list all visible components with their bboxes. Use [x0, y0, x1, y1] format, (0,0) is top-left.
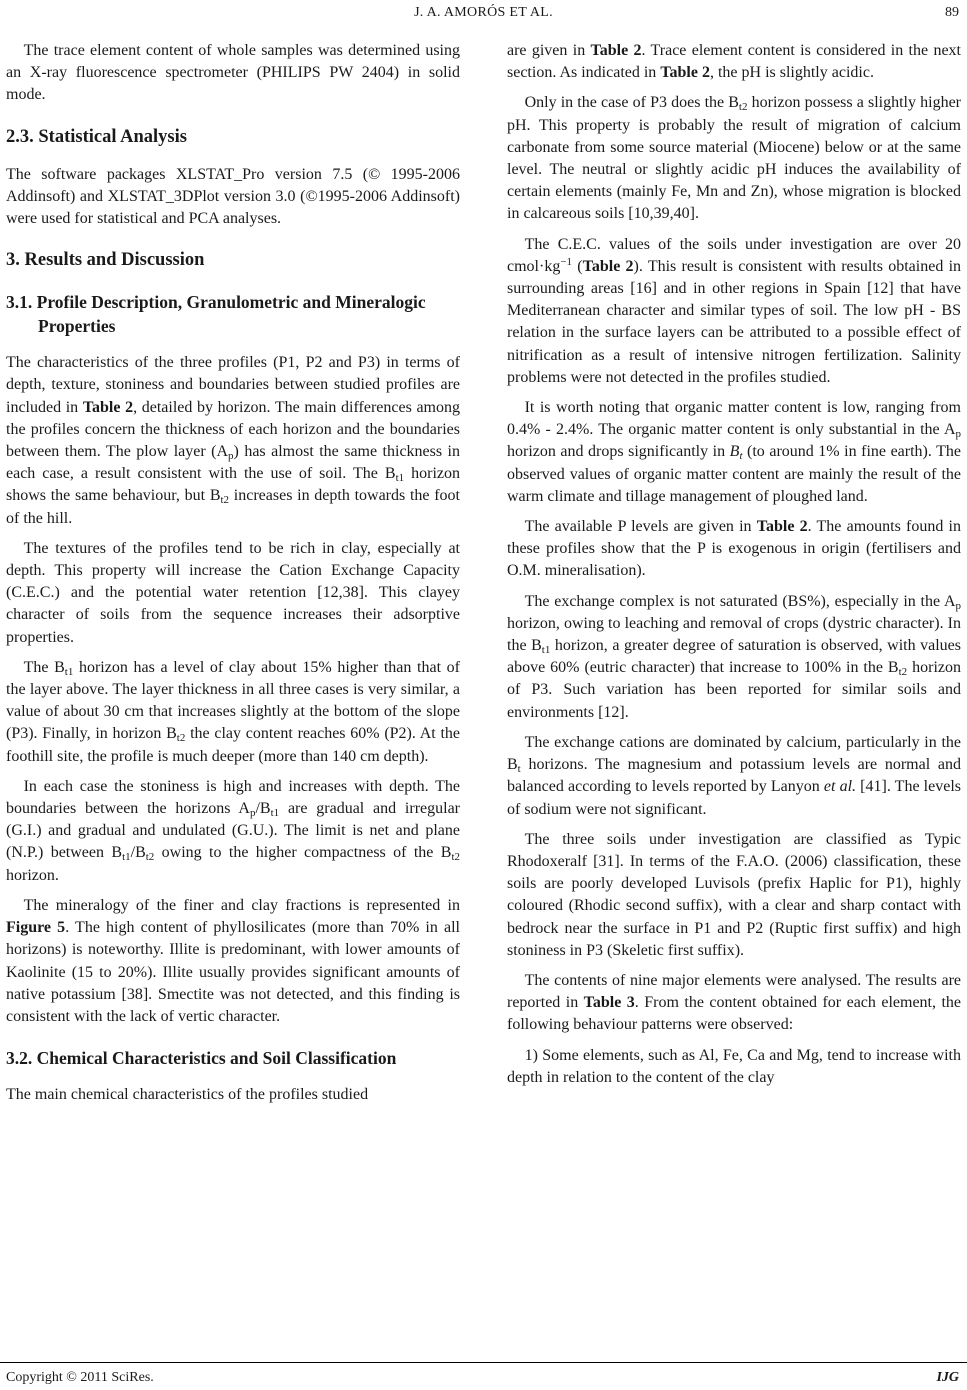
paragraph-exchange-complex: The exchange complex is not saturated (BS%), especially in the $A_p$ horizon, owing to leaching and removal of crops (dystric character). In the $B_{t1}$ horizon, a greater degree of saturation is observed, with values above 60% (eutric character) that increase to 100% in the $B_{t2}$ horizon of P3. Such variation has been reported for similar soils and environments [12]. — [507, 592, 962, 721]
footer-rule — [0, 1362, 967, 1363]
right-column — [507, 40, 961, 1089]
paragraph-textures: The textures of the profiles tend to be rich in clay, especially at depth. This property will increase the Cation Exchange Capacity (C.E.C.) and the potential water retention [12,38]. This clayey character of soils from the sequence increases their adsorptive properties. — [6, 539, 460, 646]
section-heading-3: 3. Results and Discussion — [6, 250, 205, 271]
page-header — [0, 0, 967, 28]
paragraph-profiles: The characteristics of the three profiles (P1, P2 and P3) in terms of depth, texture, stoniness and boundaries between studied profiles are included in Table 2, detailed by horizon. The main differences among the profiles concern the thickness of each horizon and the boundaries between them. The plow layer $(A_p)$ has almost the same thickness in each case, a result consistent with the use of soil. The $B_{t1}$ horizon shows the same behaviour, but $B_{t2}$ increases in depth towards the foot of the hill. — [6, 354, 461, 527]
paragraph-mineralogy: The mineralogy of the finer and clay fractions is represented in Figure 5. The high content of phyllosilicates (more than 70% in all horizons) is noteworthy. Illite is predominant, with lower amounts of Kaolinite (15 to 20%). Illite usually provides significant amounts of native potassium [38]. Smectite was not detected, and this finding is consistent with the lack of vertic character. — [6, 896, 461, 1025]
paragraph-exchange-cations: The exchange cations are dominated by calcium, particularly in the $B_t$ horizons. The magnesium and potassium levels are normal and balanced according to levels reported by Lanyon et al. [41]. The levels of sodium were not significant. — [507, 733, 962, 818]
paragraph-p3-ph: Only in the case of P3 does the $B_{t2}$ horizon possess a slightly higher pH. This property is probably the result of migration of calcium carbonate from some source material (Miocene) below or at the same level. The neutral or slightly acidic pH induces the availability of certain elements (mainly Fe, Mn and Zn), whose migration is blocked in calcareous soils [10,39,40]. — [507, 94, 961, 223]
paragraph-xrf: The trace element content of whole samples was determined using an X-ray fluorescence spectrometer (PHILIPS PW 2404) in solid mode. — [6, 42, 460, 104]
paragraph-phosphorus: The available P levels are given in Table 2. The amounts found in these profiles show that the P is exogenous in origin (fertilisers and O.M. mineralisation). — [507, 518, 962, 580]
page-number: 89 — [945, 5, 959, 20]
paragraph-cec: The C.E.C. values of the soils under investigation are over 20 $cmol\cdot kg^{-1}$ (Table 2). This result is consistent with results obtained in surrounding areas [16] and in other regions in Spain [12] that have Mediterranean character and similar types of soil. The low pH - BS relation in the surface layers can be attributed to a possible effect of nitrification as a result of intensive nitrogen fertilization. Salinity problems were not detected in the profiles studied. — [507, 235, 962, 386]
paragraph-organic-matter: It is worth noting that organic matter content is low, ranging from 0.4% - 2.4%. The organic matter content is only substantial in the $A_p$ horizon and drops significantly in $B_t$ (to around 1% in fine earth). The observed values of organic matter content are mainly the result of the warm climate and tillage management of ploughed land. — [507, 399, 961, 505]
paragraph-item-1: 1) Some elements, such as Al, Fe, Ca and Mg, tend to increase with depth in relation to the content of the clay — [507, 1046, 961, 1086]
left-column — [6, 40, 460, 1106]
paragraph-main-chem: The main chemical characteristics of the profiles studied — [6, 1086, 369, 1104]
journal-abbrev: IJG — [936, 1370, 959, 1385]
running-head: J. A. AMORÓS ET AL. — [414, 5, 553, 20]
section-heading-3-1: 3.1. Profile Description, Granulometric and Mineralogic Properties — [6, 292, 426, 337]
section-heading-2-3: 2.3. Statistical Analysis — [6, 126, 187, 147]
page-footer — [0, 1362, 967, 1390]
paragraph-bt1-clay: The $B_{t1}$ horizon has a level of clay about 15% higher than that of the layer above. The layer thickness in all three cases is very similar, a value of about 30 cm that increases slightly at the bottom of the slope (P3). Finally, in horizon $B_{t2}$ the clay content reaches 60% (P2). At the foothill site, the profile is much deeper (more than 140 cm depth). — [6, 658, 461, 765]
paragraph-table2-ph: are given in Table 2. Trace element content is considered in the next section. As indicated in Table 2, the pH is slightly acidic. — [507, 42, 961, 82]
section-heading-3-2: 3.2. Chemical Characteristics and Soil Classification — [6, 1048, 397, 1069]
paragraph-stoniness: In each case the stoniness is high and increases with depth. The boundaries between the horizons $A_p/B_{t1}$ are gradual and irregular (G.I.) and gradual and undulated (G.U.). The limit is net and plane (N.P.) between $B_{t1}/B_{t2}$ owing to the higher compactness of the $B_{t2}$ horizon. — [6, 777, 461, 884]
paragraph-soil-classification: The three soils under investigation are classified as Typic Rhodoxeralf [31]. In terms of the F.A.O. (2006) classification, these soils are poorly developed Luvisols (prefix Haplic for P1), highly coloured (Rhodic second suffix), with a clear and sharp contact with bedrock near the surface in P1 and P2 (Ruptic first suffix) and high stoniness in P3 (Skeletic first suffix). — [507, 830, 961, 959]
paragraph-statistics: The software packages XLSTAT_Pro version 7.5 (© 1995-2006 Addinsoft) and XLSTAT_3DPlot version 3.0 (©1995-2006 Addinsoft) were used for statistical and PCA analyses. — [6, 165, 460, 228]
copyright-notice: Copyright © 2011 SciRes. — [6, 1370, 154, 1385]
paragraph-major-elements: The contents of nine major elements were analysed. The results are reported in Table 3. From the content obtained for each element, the following behaviour patterns were observed: — [507, 971, 961, 1034]
